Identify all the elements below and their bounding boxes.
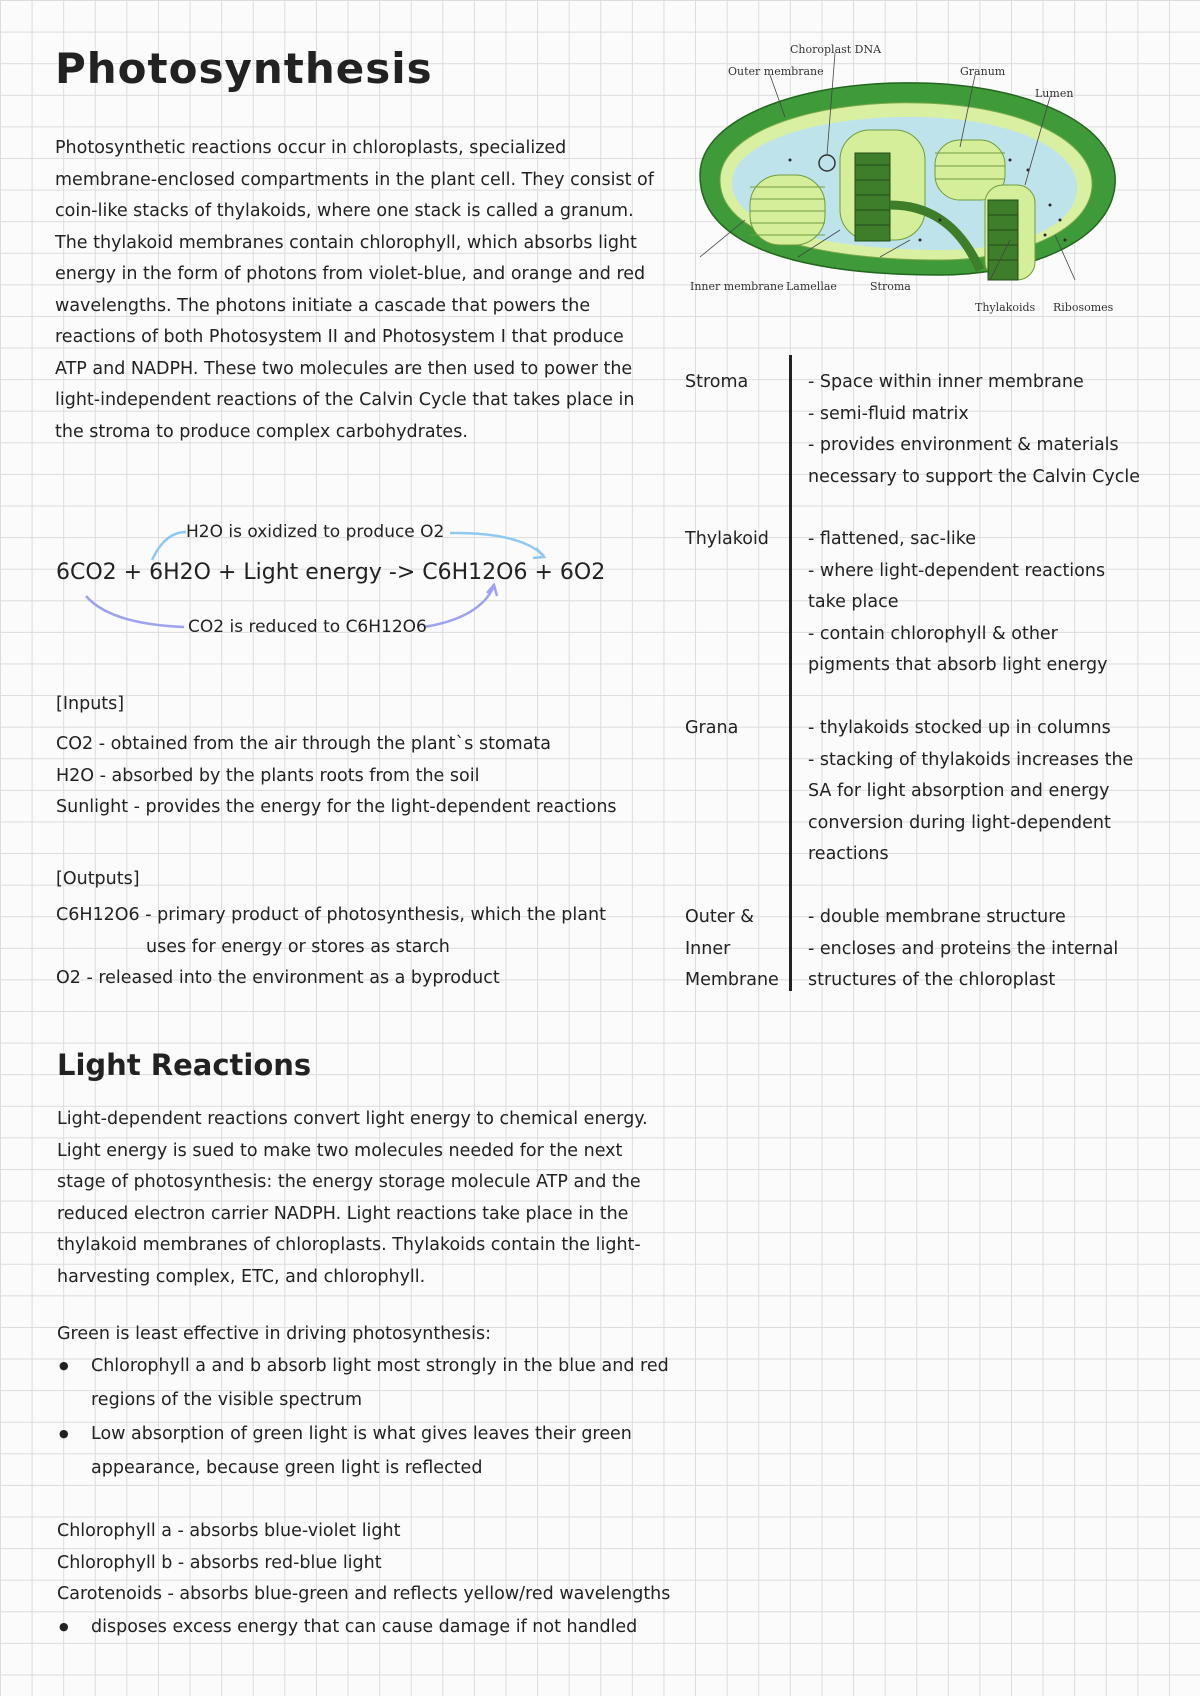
label-ribosomes: Ribosomes xyxy=(1053,301,1114,314)
label-inner-membrane: Inner membrane xyxy=(690,280,784,293)
desc-line: conversion during light-dependent xyxy=(808,812,1111,833)
list-item: ● Chlorophyll a and b absorb light most strongly in the blue and red regions of the visible spectrum xyxy=(57,1349,677,1417)
list-item: ● Low absorption of green light is what gives leaves their green appearance, because green light is reflected xyxy=(57,1417,677,1485)
desc-line: SA for light absorption and energy xyxy=(808,781,1110,801)
label-thylakoids: Thylakoids xyxy=(975,301,1036,314)
chloroplast-diagram xyxy=(690,35,1130,320)
desc-line: - stacking of thylakoids increases the xyxy=(808,749,1134,770)
label-chloroplast-dna: Choroplast DNA xyxy=(790,43,882,56)
light-reactions-intro: Light-dependent reactions convert light energy to chemical energy. Light energy is sued to make two molecules needed for the next stage of photosynthesis: the energy storage molecule ATP and the reduced electron carrier NADPH. Light reactions take place in the thylakoid membranes of chloroplasts. Thylakoids contain the light-harvesting complex, ETC, and chlorophyll. xyxy=(57,1109,648,1287)
input-item-h2o: H2O - absorbed by the plants roots from the soil xyxy=(56,765,480,786)
label-lamellae: Lamellae xyxy=(786,280,837,293)
term-thylakoid: Thylakoid xyxy=(685,529,769,549)
reduction-arrow-start xyxy=(86,596,184,627)
label-lumen: Lumen xyxy=(1035,87,1074,100)
output-item-oxygen: O2 - released into the environment as a byproduct xyxy=(56,968,500,988)
granum-stack-center xyxy=(840,130,925,241)
desc-line: - flattened, sac-like xyxy=(808,529,976,549)
inputs-list xyxy=(56,729,617,824)
label-stroma: Stroma xyxy=(870,280,911,293)
oxidation-arrow-start xyxy=(152,532,186,560)
desc-line: structures of the chloroplast xyxy=(808,970,1056,990)
desc-line: pigments that absorb light energy xyxy=(808,655,1108,675)
pigments-list xyxy=(57,1516,670,1611)
thylakoid-column xyxy=(985,185,1035,280)
green-heading: Green is least effective in driving photosynthesis: xyxy=(57,1324,492,1344)
intro-paragraph: Photosynthetic reactions occur in chloroplasts, specialized membrane-enclosed compartments in the plant cell. They consist of coin-like stacks of thylakoids, where one stack is called a granum. The thylakoid membranes contain chlorophyll, which absorbs light energy in the form of photons from violet-blue, and orange and red wavelengths. The photons initiate a cascade that powers the reactions of both Photosystem II and Photosystem I that produce ATP and NADPH. These two molecules are then used to power the light-independent reactions of the Calvin Cycle that takes place in the stroma to produce complex carbohydrates. xyxy=(55,138,654,442)
label-granum: Granum xyxy=(960,65,1006,78)
desc-line: - Space within inner membrane xyxy=(808,372,1084,392)
desc-thylakoid xyxy=(808,524,1183,682)
term-membranes: Outer & Inner Membrane xyxy=(685,907,779,990)
oxidation-arrow xyxy=(450,533,544,556)
pigment-chlorophyll-a: Chlorophyll a - absorbs blue-violet light xyxy=(57,1521,401,1541)
granum-stack-left xyxy=(750,175,825,245)
oxidation-annotation: H2O is oxidized to produce O2 xyxy=(186,522,445,542)
pigment-chlorophyll-b: Chlorophyll b - absorbs red-blue light xyxy=(57,1552,382,1573)
desc-grana xyxy=(808,713,1183,871)
glossary-divider xyxy=(789,355,792,991)
desc-line: reactions xyxy=(808,844,889,864)
input-item-sunlight: Sunlight - provides the energy for the light-dependent reactions xyxy=(56,797,617,817)
desc-line: - contain chlorophyll & other xyxy=(808,623,1058,644)
desc-membranes xyxy=(808,902,1183,997)
desc-stroma xyxy=(808,367,1183,493)
list-item: ● disposes excess energy that can cause damage if not handled xyxy=(57,1610,737,1644)
pigment-carotenoids: Carotenoids - absorbs blue-green and reflects yellow/red wavelengths xyxy=(57,1584,671,1604)
label-outer-membrane: Outer membrane xyxy=(728,65,824,78)
desc-line: - double membrane structure xyxy=(808,907,1066,927)
outputs-list xyxy=(56,900,606,995)
desc-line: - where light-dependent reactions xyxy=(808,560,1106,581)
term-grana: Grana xyxy=(685,718,739,738)
outputs-heading: [Outputs] xyxy=(56,869,140,889)
green-bullets xyxy=(57,1349,677,1485)
term-stroma: Stroma xyxy=(685,372,749,392)
desc-line: - encloses and proteins the internal xyxy=(808,938,1119,959)
output-item-glucose-cont: uses for energy or stores as starch xyxy=(146,936,450,957)
inputs-heading: [Inputs] xyxy=(56,694,125,714)
reduction-annotation: CO2 is reduced to C6H12O6 xyxy=(188,617,427,637)
desc-line: - semi-fluid matrix xyxy=(808,403,969,424)
desc-line: necessary to support the Calvin Cycle xyxy=(808,466,1140,487)
desc-line: take place xyxy=(808,592,899,612)
light-reactions-heading: Light Reactions xyxy=(57,1048,312,1082)
desc-line: - provides environment & materials xyxy=(808,435,1119,455)
output-item-glucose: C6H12O6 - primary product of photosynthesis, which the plant xyxy=(56,905,606,925)
photosynthesis-equation: 6CO2 + 6H2O + Light energy -> C6H12O6 + 6O2 xyxy=(56,560,606,585)
page-title: Photosynthesis xyxy=(55,44,433,93)
reduction-arrow xyxy=(424,586,494,627)
carotenoid-bullets xyxy=(57,1610,737,1644)
desc-line: - thylakoids stocked up in columns xyxy=(808,718,1111,738)
input-item-co2: CO2 - obtained from the air through the plant`s stomata xyxy=(56,734,551,754)
